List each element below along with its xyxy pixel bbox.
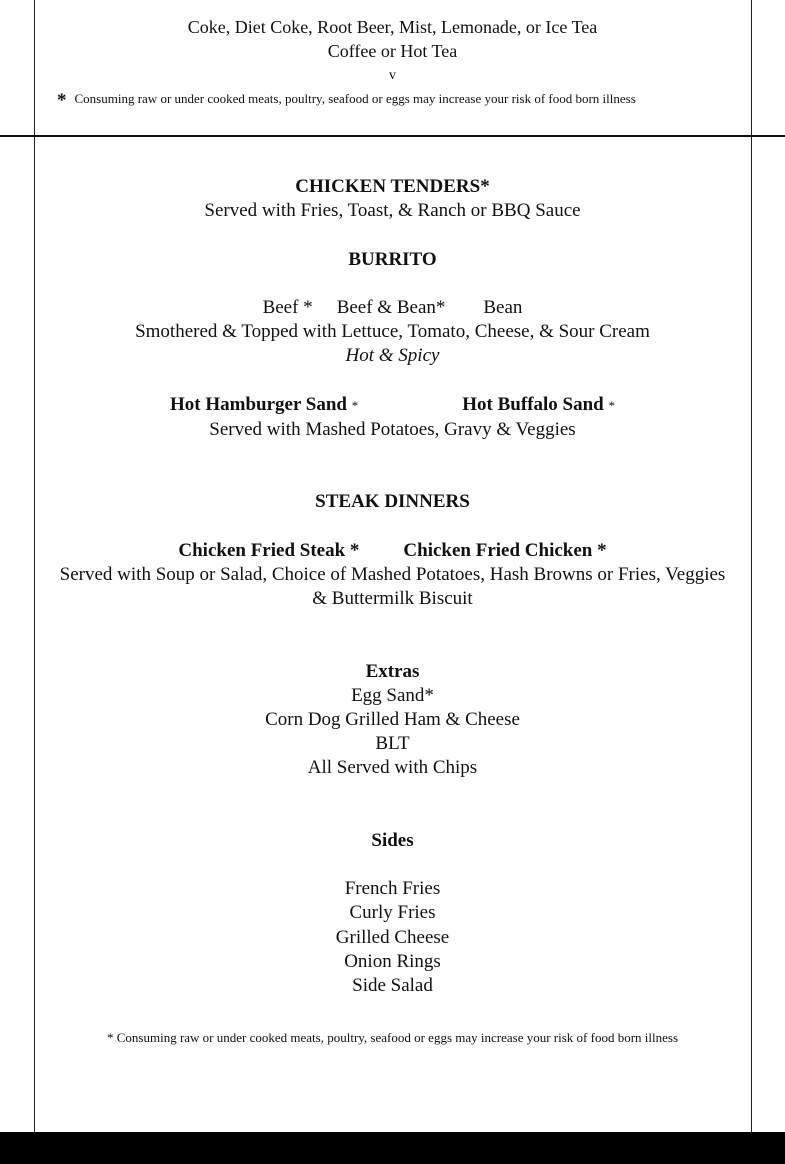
- chicken-fried-steak: Chicken Fried Steak *: [178, 540, 360, 561]
- chicken-tenders-desc: Served with Fries, Toast, & Ranch or BBQ Sauce: [204, 200, 581, 221]
- burrito-option-beef: Beef *: [262, 297, 313, 318]
- steak-dinners-desc-1: Served with Soup or Salad, Choice of Mashed Potatoes, Hash Browns or Fries, Veggies: [59, 564, 726, 585]
- extras-item: Corn Dog Grilled Ham & Cheese: [265, 709, 520, 730]
- hot-sandwiches-row: [0, 394, 785, 417]
- section-divider: [0, 135, 785, 137]
- sides-item: Grilled Cheese: [335, 927, 450, 948]
- extras-title: Extras: [365, 661, 420, 682]
- disclaimer-bottom: * Consuming raw or under cooked meats, poultry, seafood or eggs may increase your risk of food born illness: [106, 1030, 679, 1045]
- disclaimer-star: *: [57, 90, 67, 111]
- burrito-note: Hot & Spicy: [345, 345, 440, 366]
- sides-title: Sides: [371, 830, 414, 851]
- sides-item: Side Salad: [352, 975, 433, 996]
- extras-item: Egg Sand*: [351, 685, 434, 706]
- chicken-fried-chicken: Chicken Fried Chicken *: [403, 540, 607, 561]
- drinks-hot: Coffee or Hot Tea: [327, 41, 458, 61]
- sides-item: Curly Fries: [349, 902, 436, 923]
- steak-dinners-items: [0, 540, 785, 562]
- extras-item: All Served with Chips: [307, 757, 478, 778]
- disclaimer-text: Consuming raw or under cooked meats, poultry, seafood or eggs may increase your risk of food born illness: [74, 91, 636, 106]
- hot-buffalo-sand: Hot Buffalo Sand: [462, 394, 604, 415]
- chicken-tenders-title: CHICKEN TENDERS*: [295, 176, 490, 197]
- extras-item: BLT: [375, 733, 410, 754]
- sides-item: French Fries: [344, 878, 441, 899]
- disclaimer-top: [57, 90, 636, 112]
- burrito-desc: Smothered & Topped with Lettuce, Tomato, Cheese, & Sour Cream: [135, 321, 650, 342]
- hot-hamburger-sand: Hot Hamburger Sand: [170, 394, 348, 415]
- burrito-option-beef-bean: Beef & Bean*: [336, 297, 446, 318]
- page-bottom-border: [0, 1132, 785, 1164]
- steak-dinners-desc-2: & Buttermilk Biscuit: [312, 588, 473, 609]
- hot-hamburger-star: *: [351, 398, 359, 413]
- drinks-marker: v: [389, 68, 396, 83]
- drinks-cold: Coke, Diet Coke, Root Beer, Mist, Lemonade, or Ice Tea: [187, 17, 598, 37]
- hot-buffalo-star: *: [608, 398, 615, 413]
- sides-item: Onion Rings: [344, 951, 441, 972]
- burrito-option-bean: Bean: [483, 297, 523, 318]
- hot-sandwiches-desc: Served with Mashed Potatoes, Gravy & Veggies: [209, 419, 576, 440]
- burrito-options: [0, 297, 785, 319]
- steak-dinners-title: STEAK DINNERS: [315, 491, 470, 512]
- burrito-title: BURRITO: [348, 249, 437, 270]
